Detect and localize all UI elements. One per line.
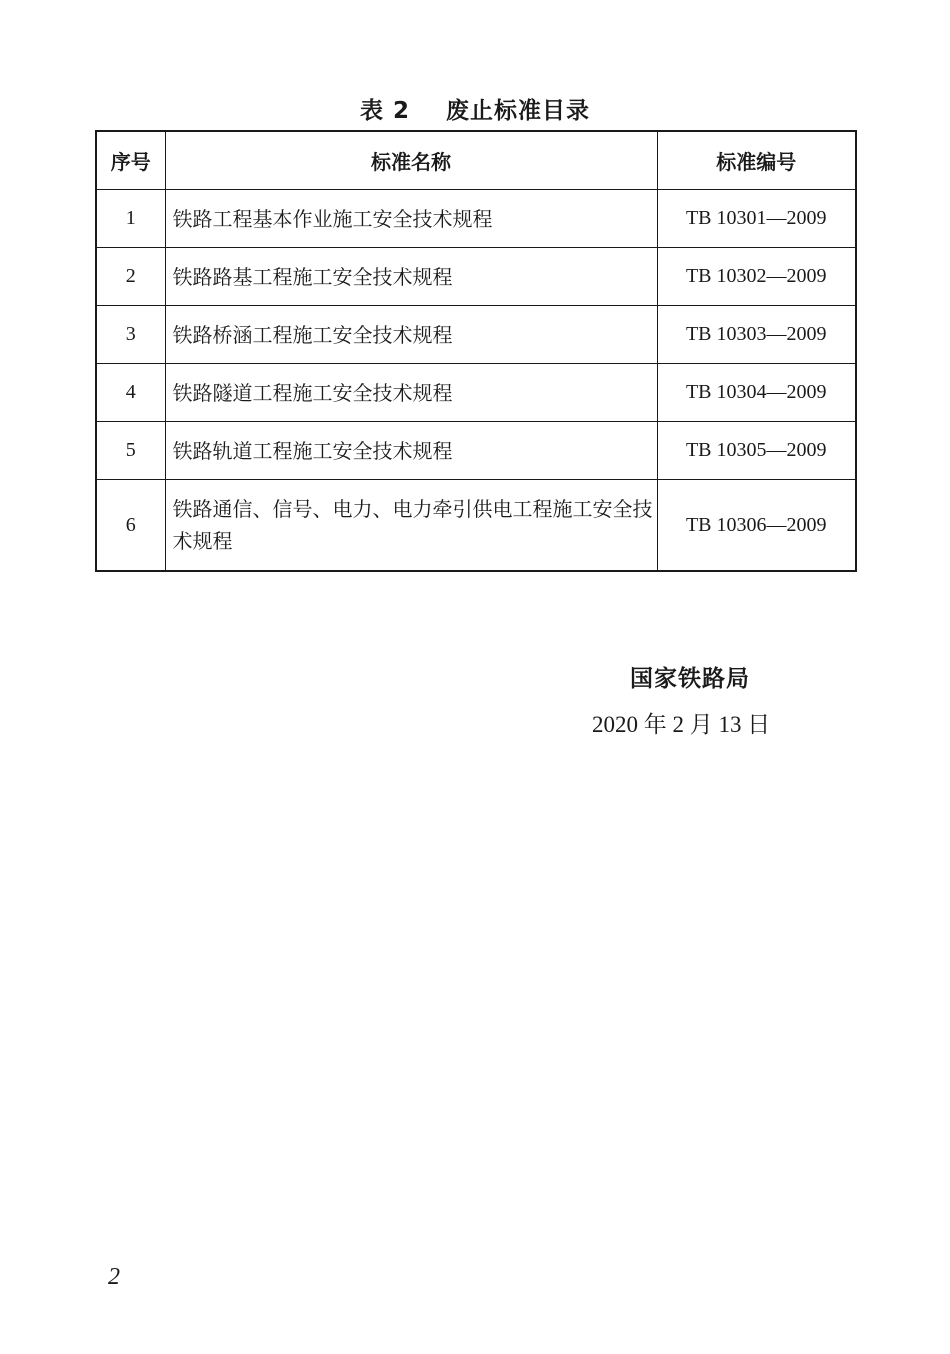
table-row <box>96 422 856 480</box>
abolished-standards-table <box>95 130 857 572</box>
row-name: 铁路路基工程施工安全技术规程 <box>165 248 657 306</box>
row-index: 5 <box>96 422 165 480</box>
page-number: 2 <box>108 1264 120 1290</box>
row-name: 铁路工程基本作业施工安全技术规程 <box>165 190 657 248</box>
row-code: TB 10304—2009 <box>657 364 856 422</box>
table-row <box>96 248 856 306</box>
table-row <box>96 480 856 572</box>
row-name: 铁路通信、信号、电力、电力牵引供电工程施工安全技术规程 <box>165 480 657 572</box>
row-index: 6 <box>96 480 165 572</box>
row-code: TB 10302—2009 <box>657 248 856 306</box>
row-index: 2 <box>96 248 165 306</box>
row-code: TB 10301—2009 <box>657 190 856 248</box>
row-name: 铁路轨道工程施工安全技术规程 <box>165 422 657 480</box>
issuing-authority: 国家铁路局 <box>630 666 750 692</box>
row-name: 铁路桥涵工程施工安全技术规程 <box>165 306 657 364</box>
row-index: 1 <box>96 190 165 248</box>
table-row <box>96 364 856 422</box>
row-code: TB 10303—2009 <box>657 306 856 364</box>
row-index: 4 <box>96 364 165 422</box>
row-code: TB 10306—2009 <box>657 480 856 572</box>
table-row <box>96 306 856 364</box>
issue-date: 2020 年 2 月 13 日 <box>592 712 771 737</box>
table-row <box>96 190 856 248</box>
header-index: 序号 <box>96 131 165 190</box>
header-name: 标准名称 <box>165 131 657 190</box>
header-code: 标准编号 <box>657 131 856 190</box>
row-index: 3 <box>96 306 165 364</box>
table-header-row <box>96 131 856 190</box>
table-title: 表 2 废止标准目录 <box>359 98 591 124</box>
row-code: TB 10305—2009 <box>657 422 856 480</box>
row-name: 铁路隧道工程施工安全技术规程 <box>165 364 657 422</box>
